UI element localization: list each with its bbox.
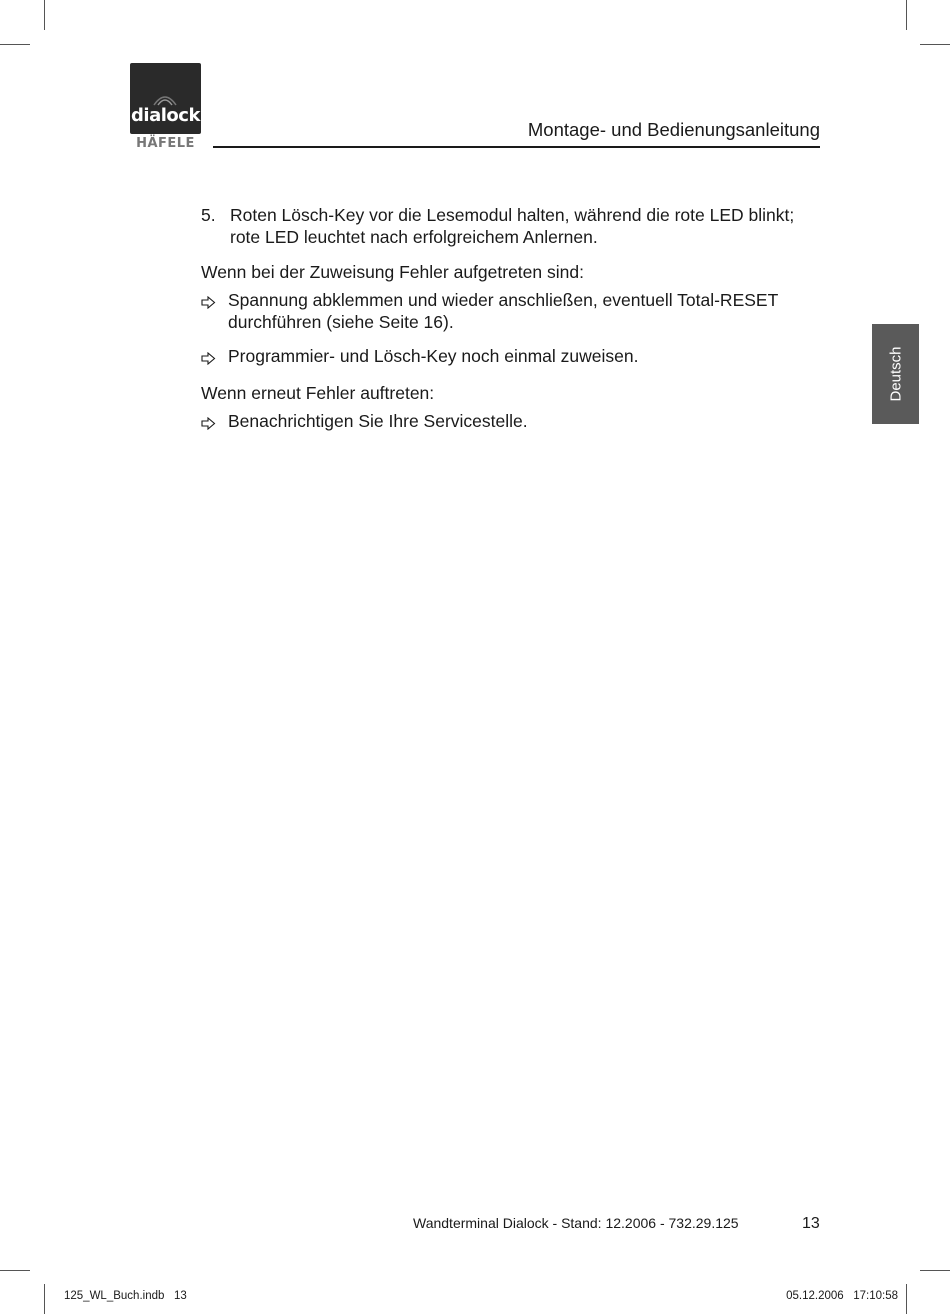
crop-mark: [906, 0, 907, 30]
crop-mark: [920, 44, 950, 45]
arrow-right-outline-icon: [201, 289, 228, 333]
logo-wordmark: dialock: [131, 105, 200, 126]
list-item: [201, 289, 821, 333]
step-5: [201, 204, 821, 248]
logo-brand: HÄFELE: [136, 136, 195, 151]
crop-mark: [920, 1270, 950, 1271]
list-item-text: Benachrichtigen Sie Ihre Servicestelle.: [228, 411, 528, 431]
crop-mark: [906, 1284, 907, 1314]
crop-mark: [0, 44, 30, 45]
crop-mark: [44, 0, 45, 30]
language-tab: [872, 324, 919, 424]
print-slug-file: 125_WL_Buch.indb 13: [64, 1290, 187, 1302]
step-number: 5.: [201, 205, 216, 225]
step-line-2: rote LED leuchtet nach erfolgreichem Anlernen.: [230, 227, 598, 247]
dialock-logo: [130, 63, 201, 151]
list-item: [201, 345, 821, 370]
step-body: [230, 204, 821, 248]
list-item: [201, 410, 821, 435]
arrow-right-outline-icon: [201, 410, 228, 435]
error-intro: Wenn bei der Zuweisung Fehler aufgetreten sind:: [201, 262, 584, 282]
crop-mark: [44, 1284, 45, 1314]
footer-text: Wandterminal Dialock - Stand: 12.2006 - 732.29.125: [413, 1215, 739, 1231]
list-item-text: Spannung abklemmen und wieder anschließen, eventuell Total-RESET durchführen (siehe Seite 16).: [228, 290, 778, 332]
header-divider: [213, 146, 820, 148]
print-slug-date: 05.12.2006 17:10:58: [786, 1290, 898, 1302]
instructions: [201, 204, 821, 447]
arrow-right-outline-icon: [201, 345, 228, 370]
logo-box: [130, 63, 201, 134]
crop-mark: [0, 1270, 30, 1271]
repeat-error-intro: Wenn erneut Fehler auftreten:: [201, 383, 435, 403]
page-title: Montage- und Bedienungsanleitung: [527, 119, 820, 140]
language-tab-label: Deutsch: [887, 346, 904, 402]
step-line-1: Roten Lösch-Key vor die Lesemodul halten, während die rote LED blinkt;: [230, 205, 795, 225]
list-item-text: Programmier- und Lösch-Key noch einmal zuweisen.: [228, 346, 639, 366]
page-number: 13: [802, 1215, 820, 1232]
